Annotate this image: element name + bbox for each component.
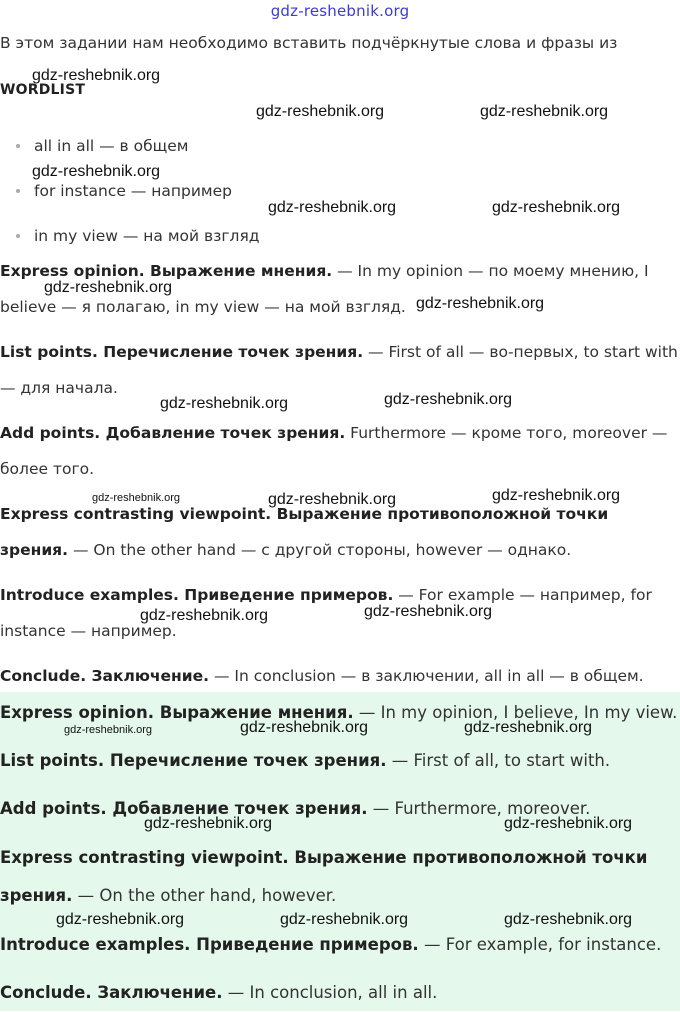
watermark: gdz-reshebnik.org (480, 103, 609, 120)
bullet-icon (16, 189, 20, 193)
answer-add-points: Add points. Добавление точек зрения. — Furthermore, moreover. (0, 799, 591, 818)
answer-contrasting: Express contrasting viewpoint. Выражение противоположной точки зрения. — On the other hand, however. (0, 848, 648, 905)
site-header[interactable]: gdz-reshebnik.org (270, 2, 410, 20)
watermark: gdz-reshebnik.org (280, 911, 409, 928)
watermark: gdz-reshebnik.org (464, 719, 593, 736)
watermark: gdz-reshebnik.org (364, 603, 493, 620)
answer-conclude: Conclude. Заключение. — In conclusion, all in all. (0, 983, 438, 1002)
watermark: gdz-reshebnik.org (140, 607, 269, 624)
watermark: gdz-reshebnik.org (32, 163, 161, 180)
answer-list-points: List points. Перечисление точек зрения. — First of all, to start with. (0, 751, 611, 770)
wordlist-item: all in all — в общем (16, 136, 189, 156)
watermark: gdz-reshebnik.org (504, 815, 633, 832)
bullet-icon (16, 144, 20, 148)
paragraph-list-points: List points. Перечисление точек зрения. — First of all — во-первых, to start with — для начала. (0, 343, 678, 397)
watermark: gdz-reshebnik.org (492, 487, 621, 504)
bullet-icon (16, 234, 20, 238)
watermark: gdz-reshebnik.org (256, 103, 385, 120)
intro-text: В этом задании нам необходимо вставить подчёркнутые слова и фразы из (0, 34, 618, 52)
watermark: gdz-reshebnik.org (504, 911, 633, 928)
watermark: gdz-reshebnik.org (160, 395, 289, 412)
watermark: gdz-reshebnik.org (44, 279, 173, 296)
wordlist-item: in my view — на мой взгляд (16, 226, 260, 246)
paragraph-add-points: Add points. Добавление точек зрения. Furthermore — кроме того, moreover — более того. (0, 424, 668, 478)
watermark: gdz-reshebnik.org (32, 67, 161, 84)
wordlist-title: WORDLIST (0, 82, 86, 98)
watermark: gdz-reshebnik.org (56, 911, 185, 928)
watermark: gdz-reshebnik.org (92, 492, 181, 504)
watermark: gdz-reshebnik.org (240, 719, 369, 736)
watermark: gdz-reshebnik.org (416, 295, 545, 312)
paragraph-examples: Introduce examples. Приведение примеров. — For example — например, for instance — например. (0, 586, 652, 640)
watermark: gdz-reshebnik.org (144, 815, 273, 832)
watermark: gdz-reshebnik.org (384, 391, 513, 408)
answer-express-opinion: Express opinion. Выражение мнения. — In my opinion, I believe, In my view. (0, 703, 678, 722)
paragraph-express-opinion: Express opinion. Выражение мнения. — In my opinion — по моему мнению, I believe — я полагаю, in my view — на мой взгляд. (0, 262, 649, 316)
answer-examples: Introduce examples. Приведение примеров. — For example, for instance. (0, 935, 662, 954)
paragraph-contrasting: Express contrasting viewpoint. Выражение противоположной точки зрения. — On the other hand — с другой стороны, however — однако. (0, 505, 609, 559)
watermark: gdz-reshebnik.org (492, 199, 621, 216)
paragraph-conclude: Conclude. Заключение. — In conclusion — в заключении, all in all — в общем. (0, 667, 644, 685)
watermark: gdz-reshebnik.org (268, 199, 397, 216)
watermark: gdz-reshebnik.org (268, 491, 397, 508)
wordlist-item: for instance — например (16, 181, 232, 201)
watermark: gdz-reshebnik.org (64, 724, 153, 736)
